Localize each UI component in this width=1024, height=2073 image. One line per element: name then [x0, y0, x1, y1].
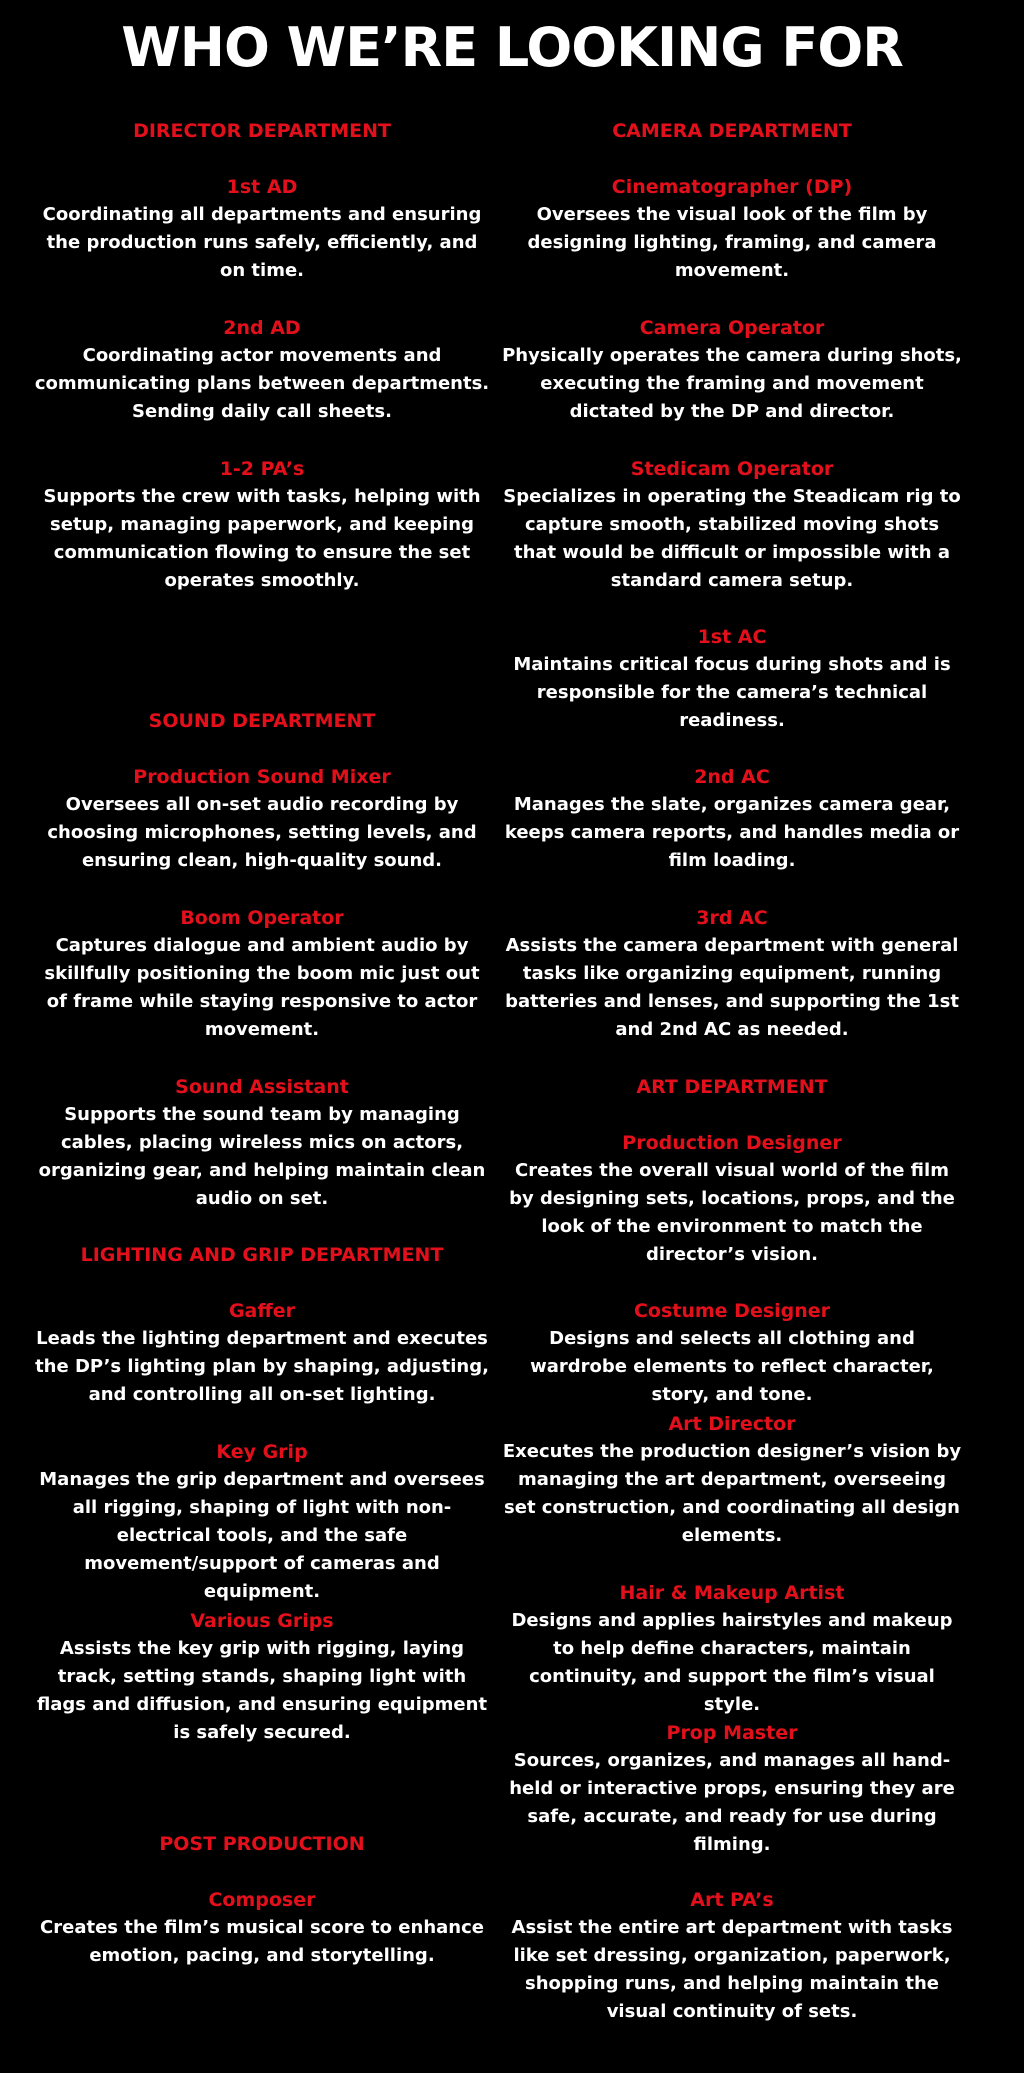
role-description: Supports the crew with tasks, helping with setup, managing paperwork, and keeping communication flowing to ensure the set operates smoothly.	[43, 486, 481, 591]
role-description: Captures dialogue and ambient audio by skillfully positioning the boom mic just out of frame while staying responsive to actor movement.	[44, 935, 480, 1040]
role-title: 2nd AD	[223, 317, 301, 339]
role-production-designer	[502, 1129, 962, 1269]
role-gaffer	[32, 1297, 492, 1409]
role-stedicam-operator	[502, 455, 962, 595]
role-title: 1st AC	[697, 626, 767, 648]
role-description: Assist the entire art department with tasks like set dressing, organization, paperwork, shopping runs, and helping maintain the visual continuity of sets.	[511, 1917, 953, 2022]
role-title: Production Designer	[622, 1132, 842, 1154]
role-cinematographer	[502, 173, 962, 285]
role-title: Key Grip	[216, 1441, 308, 1463]
role-title: Camera Operator	[639, 317, 825, 339]
role-hair-makeup-artist	[502, 1579, 962, 1719]
role-title: Art PA’s	[690, 1889, 774, 1911]
role-second-ad	[32, 314, 492, 426]
role-title: Sound Assistant	[175, 1076, 349, 1098]
role-title: Hair & Makeup Artist	[619, 1582, 845, 1604]
director-department-heading: DIRECTOR DEPARTMENT	[133, 120, 391, 142]
role-second-ac	[502, 763, 962, 875]
role-description: Designs and applies hairstyles and makeup to help define characters, maintain continuity, and support the film’s visual style.	[511, 1610, 953, 1715]
role-description: Oversees the visual look of the film by designing lighting, framing, and camera movement.	[527, 204, 937, 281]
role-first-ad	[32, 173, 492, 285]
role-description: Sources, organizes, and manages all hand-held or interactive props, ensuring they are safe, accurate, and ready for use during filming.	[509, 1750, 955, 1855]
role-description: Leads the lighting department and executes the DP’s lighting plan by shaping, adjusting, and controlling all on-set lighting.	[35, 1328, 489, 1405]
role-various-grips	[32, 1607, 492, 1747]
role-costume-designer	[502, 1297, 962, 1409]
role-title: Costume Designer	[633, 1300, 831, 1322]
role-title: Stedicam Operator	[630, 458, 834, 480]
role-description: Assists the camera department with general tasks like organizing equipment, running batteries and lenses, and supporting the 1st and 2nd AC as needed.	[505, 935, 959, 1040]
art-department-heading: ART DEPARTMENT	[636, 1076, 828, 1098]
role-description: Coordinating all departments and ensuring the production runs safely, efficiently, and on time.	[42, 204, 482, 281]
role-prop-master	[502, 1719, 962, 1859]
role-first-ac	[502, 623, 962, 735]
role-title: 3rd AC	[696, 907, 768, 929]
role-description: Creates the film’s musical score to enhance emotion, pacing, and storytelling.	[40, 1917, 484, 1966]
page-title: WHO WE’RE LOOKING FOR	[121, 16, 903, 79]
role-title: 1st AD	[226, 176, 298, 198]
role-camera-operator	[502, 314, 962, 426]
role-third-ac	[502, 904, 962, 1044]
role-title: Art Director	[668, 1413, 796, 1435]
role-description: Designs and selects all clothing and wardrobe elements to reflect character, story, and tone.	[530, 1328, 934, 1405]
role-title: Prop Master	[666, 1722, 798, 1744]
role-description: Oversees all on-set audio recording by choosing microphones, setting levels, and ensuring clean, high-quality sound.	[47, 794, 477, 871]
role-pas	[32, 455, 492, 595]
role-title: 1-2 PA’s	[219, 458, 305, 480]
role-description: Physically operates the camera during shots, executing the framing and movement dictated by the DP and director.	[502, 345, 962, 422]
role-title: Cinematographer (DP)	[611, 176, 853, 198]
role-description: Executes the production designer’s vision by managing the art department, overseeing set construction, and coordinating all design elements.	[502, 1441, 962, 1546]
role-description: Creates the overall visual world of the film by designing sets, locations, props, and the look of the environment to match the director’s vision.	[509, 1160, 955, 1265]
role-description: Manages the slate, organizes camera gear, keeps camera reports, and handles media or film loading.	[504, 794, 960, 871]
post-production-heading: POST PRODUCTION	[159, 1833, 365, 1855]
camera-department-heading: CAMERA DEPARTMENT	[612, 120, 852, 142]
role-production-sound-mixer	[32, 763, 492, 875]
role-description: Specializes in operating the Steadicam rig to capture smooth, stabilized moving shots that would be difficult or impossible with a standard camera setup.	[503, 486, 961, 591]
sound-department-heading: SOUND DEPARTMENT	[148, 710, 376, 732]
role-title: Boom Operator	[180, 907, 344, 929]
role-art-pas	[502, 1886, 962, 2026]
lighting-department-heading: LIGHTING AND GRIP DEPARTMENT	[80, 1244, 444, 1266]
role-title: 2nd AC	[694, 766, 770, 788]
role-description: Manages the grip department and oversees all rigging, shaping of light with non-electrical tools, and the safe movement/support of cameras and equipment.	[39, 1469, 485, 1602]
role-description: Assists the key grip with rigging, laying track, setting stands, shaping light with flags and diffusion, and ensuring equipment is safely secured.	[36, 1638, 488, 1743]
role-composer	[32, 1886, 492, 1970]
role-title: Gaffer	[228, 1300, 296, 1322]
role-description: Supports the sound team by managing cables, placing wireless mics on actors, organizing gear, and helping maintain clean audio on set.	[38, 1104, 486, 1209]
role-title: Composer	[208, 1889, 316, 1911]
role-key-grip	[32, 1438, 492, 1606]
role-art-director	[502, 1410, 962, 1550]
role-title: Various Grips	[190, 1610, 334, 1632]
role-boom-operator	[32, 904, 492, 1044]
role-title: Production Sound Mixer	[133, 766, 391, 788]
role-sound-assistant	[32, 1073, 492, 1213]
role-description: Coordinating actor movements and communicating plans between departments. Sending daily call sheets.	[34, 345, 490, 422]
role-description: Maintains critical focus during shots and is responsible for the camera’s technical readiness.	[513, 654, 951, 731]
